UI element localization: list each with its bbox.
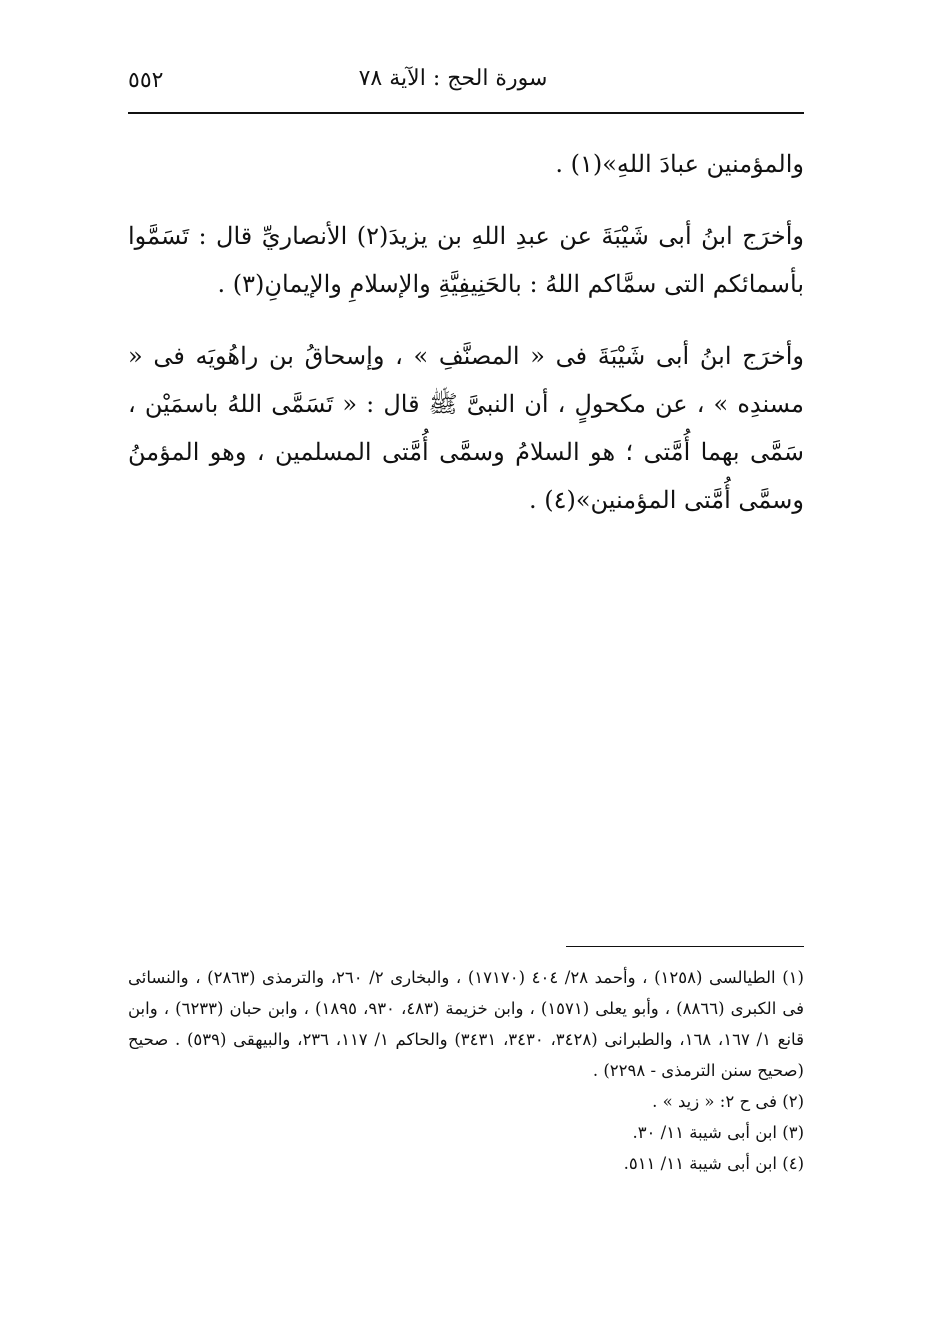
page-header	[128, 62, 804, 106]
footnote: (٣) ابن أبى شيبة ١١/ ٣٠.	[632, 1123, 804, 1142]
footnote: (٢) فى ح ٢: « زيد » .	[652, 1092, 804, 1111]
paragraph: وأخرَج ابنُ أبى شَيْبَةَ فى « المصنَّفِ » ، وإسحاقُ بن راهُويَه فى « مسندِه » ، عن مكحولٍ ، أن النبىَّ ﷺ قال : « تَسَمَّى اللهُ باسمَيْن ، سَمَّى بهما أُمَّتى ؛ هو السلامُ وسمَّى أُمَّتى المسلمين ، وهو المؤمنُ وسمَّى أُمَّتى المؤمنين»(٤) .	[128, 342, 804, 514]
footnotes	[128, 962, 804, 1179]
main-text	[128, 140, 804, 548]
paragraph: وأخرَج ابنُ أبى شَيْبَةَ عن عبدِ اللهِ بن يزيدَ(٢) الأنصاريِّ قال : تَسَمَّوا بأسمائكم التى سمَّاكم اللهُ : بالحَنِيفِيَّةِ والإسلامِ والإيمانِ(٣) .	[128, 222, 804, 298]
footnote: (٤) ابن أبى شيبة ١١/ ٥١١.	[623, 1154, 804, 1173]
footnote-separator	[566, 946, 804, 947]
page-number: ٥٥٢	[128, 68, 164, 93]
paragraph: والمؤمنين عبادَ اللهِ»(١) .	[555, 150, 804, 178]
header-rule	[128, 112, 804, 114]
running-title: سورة الحج : الآية ٧٨	[358, 66, 548, 91]
footnote: (١) الطيالسى (١٢٥٨) ، وأحمد ٢٨/ ٤٠٤ (١٧١٧٠) ، والبخارى ٢/ ٢٦٠، والترمذى (٢٨٦٣) ، والنسائى فى الكبرى (٨٨٦٦) ، وأبو يعلى (١٥٧١) ، وابن خزيمة (٤٨٣، ٩٣٠، ١٨٩٥) ، وابن حبان (٦٢٣٣) ، وابن قانع ١/ ١٦٧، ١٦٨، والطبرانى (٣٤٢٨، ٣٤٣٠، ٣٤٣١) والحاكم ١/ ١١٧، ٢٣٦، والبيهقى (٥٣٩) . صحيح (صحيح سنن الترمذى - ٢٢٩٨) .	[128, 968, 804, 1080]
